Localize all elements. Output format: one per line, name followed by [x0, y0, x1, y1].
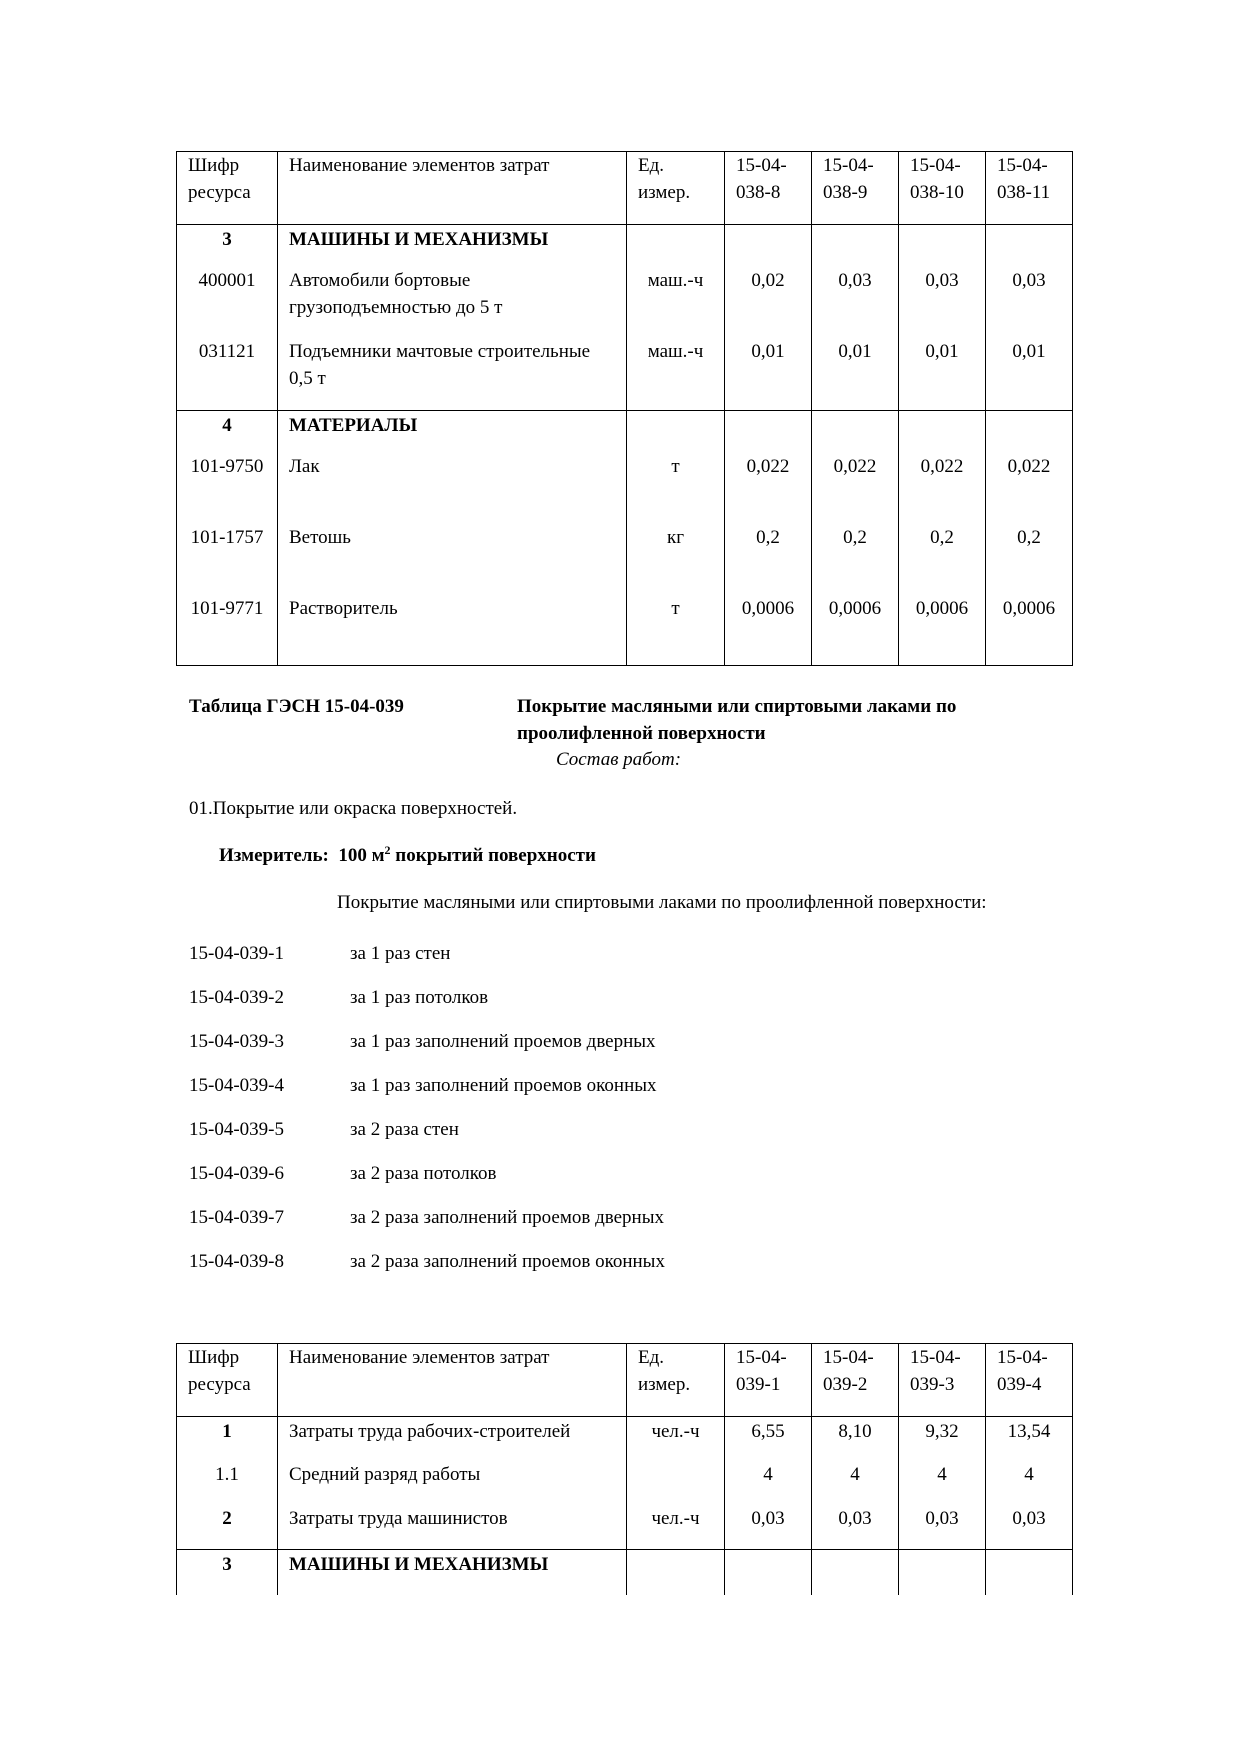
cell-value: 0,2 [986, 524, 1073, 595]
cell-value: 0,01 [986, 338, 1073, 411]
cell-code: 1.1 [177, 1461, 278, 1505]
resource-table-039 [176, 1343, 1073, 1595]
table-row [177, 1461, 1073, 1505]
table-title-line-1: Покрытие масляными или спиртовыми лаками по [517, 696, 957, 717]
table-row [177, 453, 1073, 524]
table-id-heading: Таблица ГЭСН 15-04-039 [189, 696, 404, 717]
header-name: Наименование элементов затрат [278, 1344, 627, 1417]
header-col-3: 15-04-039-3 [899, 1344, 986, 1417]
cell-value: 0,0006 [812, 595, 899, 666]
cell-value: 0,01 [725, 338, 812, 411]
meter-sup: 2 [384, 843, 391, 857]
cell-value: 0,2 [812, 524, 899, 595]
list-desc: за 2 раза заполнений проемов дверных [350, 1207, 664, 1228]
cell-unit: чел.-ч [627, 1417, 725, 1461]
header-col-1: 15-04-039-1 [725, 1344, 812, 1417]
list-desc: за 1 раз стен [350, 943, 451, 964]
meter-label: Измеритель: [219, 845, 329, 866]
meter-rest: покрытий поверхности [390, 845, 596, 866]
cell-value: 4 [899, 1461, 986, 1505]
table-header-row [177, 1344, 1073, 1417]
table-row [177, 267, 1073, 338]
cell-name: Подъемники мачтовые строительные 0,5 т [278, 338, 627, 411]
cell-value: 0,2 [899, 524, 986, 595]
list-code: 15-04-039-7 [189, 1207, 284, 1228]
cell-value: 0,03 [812, 267, 899, 338]
cell-unit: кг [627, 524, 725, 595]
header-code: Шифр ресурса [177, 152, 278, 225]
resource-table-038 [176, 151, 1073, 666]
cell-value: 4 [986, 1461, 1073, 1505]
cell-unit: т [627, 453, 725, 524]
table-row [177, 1505, 1073, 1550]
cell-unit: маш.-ч [627, 267, 725, 338]
cell-code: 101-1757 [177, 524, 278, 595]
list-desc: за 2 раза потолков [350, 1163, 497, 1184]
composition-label: Состав работ: [556, 749, 682, 770]
cell-value: 8,10 [812, 1417, 899, 1461]
cell-unit: т [627, 595, 725, 666]
cell-value: 6,55 [725, 1417, 812, 1461]
intro-text: Покрытие масляными или спиртовыми лаками по проолифленной поверхности: [337, 892, 987, 913]
cell-value: 0,022 [812, 453, 899, 524]
header-unit: Ед. измер. [627, 152, 725, 225]
cell-value: 0,0006 [725, 595, 812, 666]
work-item: 01.Покрытие или окраска поверхностей. [189, 798, 518, 819]
list-code: 15-04-039-2 [189, 987, 284, 1008]
list-desc: за 2 раза стен [350, 1119, 459, 1140]
table-title-line-2: проолифленной поверхности [517, 723, 766, 744]
cell-name: Ветошь [278, 524, 627, 595]
cell-value: 0,2 [725, 524, 812, 595]
cell-value: 0,03 [986, 267, 1073, 338]
cell-value: 0,02 [725, 267, 812, 338]
header-code: Шифр ресурса [177, 1344, 278, 1417]
cell-code: 101-9771 [177, 595, 278, 666]
list-code: 15-04-039-8 [189, 1251, 284, 1272]
cell-unit: чел.-ч [627, 1505, 725, 1550]
header-col-4: 15-04-038-11 [986, 152, 1073, 225]
list-code: 15-04-039-5 [189, 1119, 284, 1140]
cell-code: 400001 [177, 267, 278, 338]
section-title: МАШИНЫ И МЕХАНИЗМЫ [278, 225, 627, 267]
section-title: МАШИНЫ И МЕХАНИЗМЫ [278, 1550, 627, 1595]
cell-name: Автомобили бортовые грузоподъемностью до 5 т [278, 267, 627, 338]
cell-value: 0,03 [899, 1505, 986, 1550]
table-row [177, 524, 1073, 595]
cell-value: 0,0006 [986, 595, 1073, 666]
list-desc: за 1 раз потолков [350, 987, 489, 1008]
list-code: 15-04-039-3 [189, 1031, 284, 1052]
cell-code: 2 [177, 1505, 278, 1550]
cell-code: 1 [177, 1417, 278, 1461]
list-desc: за 1 раз заполнений проемов оконных [350, 1075, 657, 1096]
cell-value: 0,03 [812, 1505, 899, 1550]
list-code: 15-04-039-1 [189, 943, 284, 964]
cell-value: 4 [812, 1461, 899, 1505]
cell-unit: маш.-ч [627, 338, 725, 411]
cell-name: Лак [278, 453, 627, 524]
cell-name: Средний разряд работы [278, 1461, 627, 1505]
header-col-1: 15-04-038-8 [725, 152, 812, 225]
section-number: 3 [177, 225, 278, 267]
cell-value: 0,022 [725, 453, 812, 524]
section-number: 4 [177, 411, 278, 453]
cell-value: 4 [725, 1461, 812, 1505]
header-name: Наименование элементов затрат [278, 152, 627, 225]
cell-value: 0,03 [725, 1505, 812, 1550]
section-number: 3 [177, 1550, 278, 1595]
table-row [177, 338, 1073, 411]
section-title: МАТЕРИАЛЫ [278, 411, 627, 453]
header-col-2: 15-04-038-9 [812, 152, 899, 225]
cell-value: 9,32 [899, 1417, 986, 1461]
cell-name: Затраты труда рабочих-строителей [278, 1417, 627, 1461]
header-col-4: 15-04-039-4 [986, 1344, 1073, 1417]
list-code: 15-04-039-6 [189, 1163, 284, 1184]
cell-value: 0,022 [899, 453, 986, 524]
cell-name: Затраты труда машинистов [278, 1505, 627, 1550]
meter-line [219, 842, 596, 869]
header-unit: Ед. измер. [627, 1344, 725, 1417]
cell-unit [627, 1461, 725, 1505]
cell-name: Растворитель [278, 595, 627, 666]
list-desc: за 1 раз заполнений проемов дверных [350, 1031, 656, 1052]
cell-value: 0,03 [986, 1505, 1073, 1550]
cell-value: 0,03 [899, 267, 986, 338]
cell-value: 0,01 [812, 338, 899, 411]
cell-value: 13,54 [986, 1417, 1073, 1461]
section-row [177, 225, 1073, 267]
section-row [177, 411, 1073, 453]
table-header-row [177, 152, 1073, 225]
section-row [177, 1550, 1073, 1595]
table-row [177, 595, 1073, 666]
table-row [177, 1417, 1073, 1461]
header-col-2: 15-04-039-2 [812, 1344, 899, 1417]
list-desc: за 2 раза заполнений проемов оконных [350, 1251, 665, 1272]
cell-code: 101-9750 [177, 453, 278, 524]
cell-value: 0,0006 [899, 595, 986, 666]
cell-value: 0,01 [899, 338, 986, 411]
header-col-3: 15-04-038-10 [899, 152, 986, 225]
cell-code: 031121 [177, 338, 278, 411]
cell-value: 0,022 [986, 453, 1073, 524]
meter-value: 100 м [338, 845, 385, 866]
list-code: 15-04-039-4 [189, 1075, 284, 1096]
